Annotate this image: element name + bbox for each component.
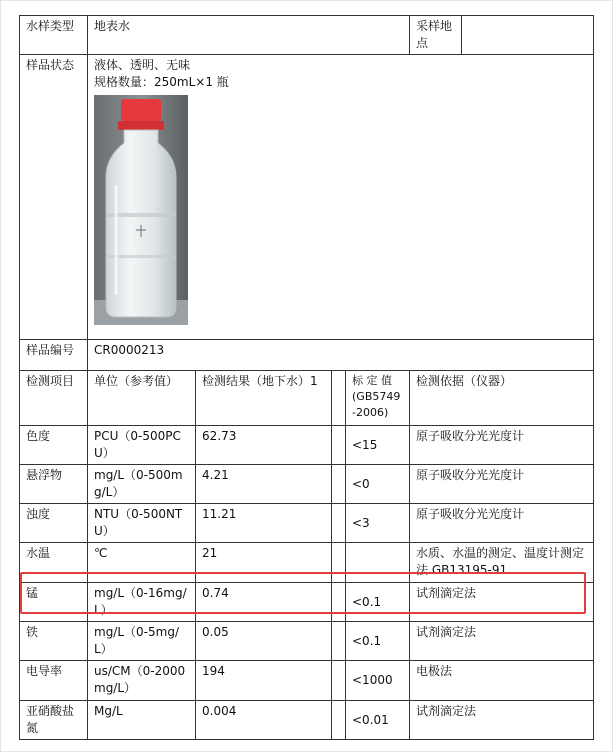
table-row bbox=[20, 426, 594, 465]
row-blank bbox=[332, 504, 346, 543]
sample-quantity: 规格数量：250mL×1 瓶 bbox=[94, 75, 229, 89]
table-row bbox=[20, 543, 594, 583]
row-item: 色度 bbox=[20, 426, 88, 465]
row-standard: <0.1 bbox=[346, 583, 410, 622]
row-standard: <3 bbox=[346, 504, 410, 543]
row-item: 电导率 bbox=[20, 661, 88, 701]
row-method: 原子吸收分光光度计 bbox=[410, 465, 594, 504]
table-row bbox=[20, 701, 594, 740]
row-method: 原子吸收分光光度计 bbox=[410, 426, 594, 465]
row-method: 水质、水温的测定、温度计测定法 GB13195-91 bbox=[410, 543, 594, 583]
row-result: 4.21 bbox=[196, 465, 332, 504]
row-item: 水温 bbox=[20, 543, 88, 583]
sample-type-row bbox=[20, 16, 594, 55]
sample-state-cell bbox=[88, 55, 594, 340]
row-blank bbox=[332, 622, 346, 661]
table-row bbox=[20, 661, 594, 701]
water-test-report-table bbox=[19, 15, 594, 740]
row-standard: <0.1 bbox=[346, 622, 410, 661]
sample-number-value: CR0000213 bbox=[88, 340, 594, 371]
sampling-site-label: 采样地点 bbox=[410, 16, 462, 55]
table-row bbox=[20, 622, 594, 661]
row-blank bbox=[332, 426, 346, 465]
row-result: 21 bbox=[196, 543, 332, 583]
header-unit: 单位（参考值） bbox=[88, 371, 196, 426]
table-row bbox=[20, 504, 594, 543]
row-blank bbox=[332, 543, 346, 583]
sample-number-row bbox=[20, 340, 594, 371]
row-unit: NTU（0-500NTU） bbox=[88, 504, 196, 543]
row-blank bbox=[332, 465, 346, 504]
row-result: 62.73 bbox=[196, 426, 332, 465]
row-result: 0.004 bbox=[196, 701, 332, 740]
row-result: 11.21 bbox=[196, 504, 332, 543]
row-blank bbox=[332, 701, 346, 740]
sample-state-row bbox=[20, 55, 594, 340]
row-result: 0.74 bbox=[196, 583, 332, 622]
row-item: 浊度 bbox=[20, 504, 88, 543]
row-method: 试剂滴定法 bbox=[410, 583, 594, 622]
row-method: 原子吸收分光光度计 bbox=[410, 504, 594, 543]
header-standard: 标 定 值 (GB5749-2006) bbox=[346, 371, 410, 426]
row-unit: us/CM（0-2000mg/L） bbox=[88, 661, 196, 701]
row-method: 试剂滴定法 bbox=[410, 622, 594, 661]
row-item: 悬浮物 bbox=[20, 465, 88, 504]
row-standard: <15 bbox=[346, 426, 410, 465]
table-row bbox=[20, 465, 594, 504]
row-unit: ℃ bbox=[88, 543, 196, 583]
sample-type-label: 水样类型 bbox=[20, 16, 88, 55]
row-standard: <0.01 bbox=[346, 701, 410, 740]
sample-state-description: 液体、透明、无味 bbox=[94, 58, 191, 72]
row-method: 试剂滴定法 bbox=[410, 701, 594, 740]
sample-state-label: 样品状态 bbox=[20, 55, 88, 340]
row-standard: <1000 bbox=[346, 661, 410, 701]
row-item: 铁 bbox=[20, 622, 88, 661]
row-method: 电极法 bbox=[410, 661, 594, 701]
sampling-site-value bbox=[462, 16, 594, 55]
row-unit: mg/L（0-16mg/L） bbox=[88, 583, 196, 622]
table-row-highlighted bbox=[20, 583, 594, 622]
row-item: 锰 bbox=[20, 583, 88, 622]
row-unit: mg/L（0-5mg/L） bbox=[88, 622, 196, 661]
sample-number-label: 样品编号 bbox=[20, 340, 88, 371]
header-item: 检测项目 bbox=[20, 371, 88, 426]
header-blank bbox=[332, 371, 346, 426]
column-header-row bbox=[20, 371, 594, 426]
row-unit: mg/L（0-500mg/L） bbox=[88, 465, 196, 504]
row-unit: Mg/L bbox=[88, 701, 196, 740]
row-blank bbox=[332, 661, 346, 701]
row-blank bbox=[332, 583, 346, 622]
sample-type-value: 地表水 bbox=[88, 16, 410, 55]
row-standard: <0 bbox=[346, 465, 410, 504]
header-method: 检测依据（仪器） bbox=[410, 371, 594, 426]
row-item: 亚硝酸盐氮 bbox=[20, 701, 88, 740]
row-standard bbox=[346, 543, 410, 583]
sample-bottle-photo bbox=[94, 95, 188, 325]
header-result: 检测结果（地下水）1 bbox=[196, 371, 332, 426]
row-unit: PCU（0-500PCU） bbox=[88, 426, 196, 465]
row-result: 0.05 bbox=[196, 622, 332, 661]
row-result: 194 bbox=[196, 661, 332, 701]
